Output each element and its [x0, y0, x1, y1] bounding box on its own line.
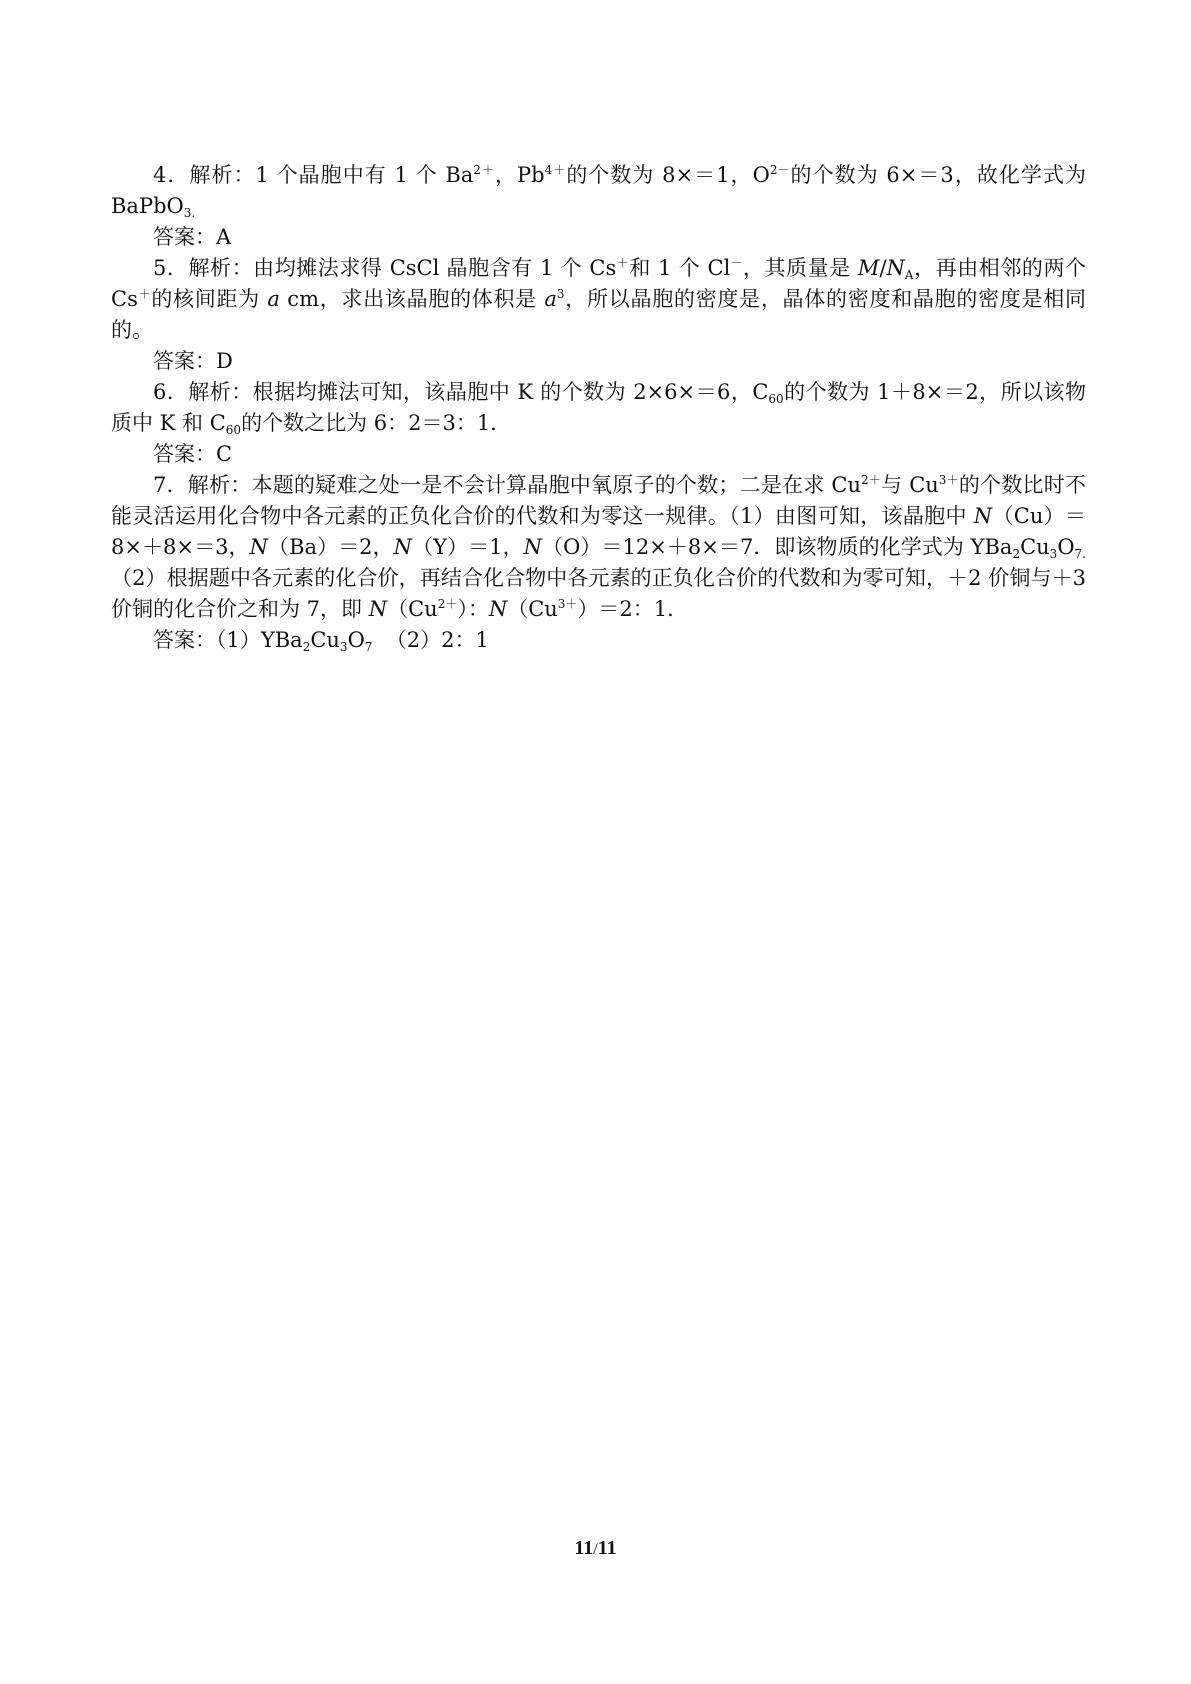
- q5-explanation: 5．解析：由均摊法求得 CsCl 晶胞含有 1 个 Cs＋和 1 个 Cl－，其质量是 $M/N_A$，再由相邻的两个 Cs＋的核间距为 a cm，求出该晶胞的体积是 $a^3$，所以晶胞的密度是，晶体的密度和晶胞的密度是相同的。: [111, 256, 1087, 342]
- page-number: [0, 1537, 1191, 1560]
- q4-answer: 答案：A: [153, 225, 232, 249]
- q7-answer: 答案：$(1)YBa_2Cu_3O_7$ （2）2：1: [153, 628, 489, 654]
- page-total: 11: [597, 1537, 617, 1559]
- q5-answer: 答案：D: [153, 349, 233, 373]
- page-current: 11: [574, 1537, 594, 1559]
- q4-explanation: 4．解析：1 个晶胞中有 1 个 $Ba^{2+}$，$Pb^{4+}$的个数为 8×＝1，$O^{2-}$的个数为 6×＝3，故化学式为 BaPbO$_{3.}$: [111, 163, 1086, 220]
- q6-explanation: 6．解析：根据均摊法可知，该晶胞中 K 的个数为 2×6×＝6，$C_{60}$的个数为 1＋8×＝2，所以该物质中 K 和 $C_{60}$的个数之比为 6：2＝3：1．: [111, 380, 1086, 437]
- page-separator: /: [593, 1541, 598, 1558]
- answer-key-content: [111, 160, 1086, 656]
- q6-answer: 答案：C: [153, 442, 233, 466]
- q7-explanation: 7．解析：本题的疑难之处一是不会计算晶胞中氧原子的个数；二是在求 $Cu^{2+}$与 $Cu^{3+}$的个数比时不能灵活运用化合物中各元素的正负化合价的代数和为零这一规律。（1）由图可知，该晶胞中 N（Cu）＝8×＋8×＝3，N（Ba）＝2，N（Y）＝1，N（O）＝12×＋8×＝7．即该物质的化学式为 $YBa_2Cu_3O_{7.}(2)$根据题中各元素的化合价，再结合化合物中各元素的正负化合价的代数和为零可知，＋2 价铜与＋3 价铜的化合价之和为 7，即 $N(Cu^{2+})$：$N(Cu^{3+})=2$：1．: [111, 473, 1087, 621]
